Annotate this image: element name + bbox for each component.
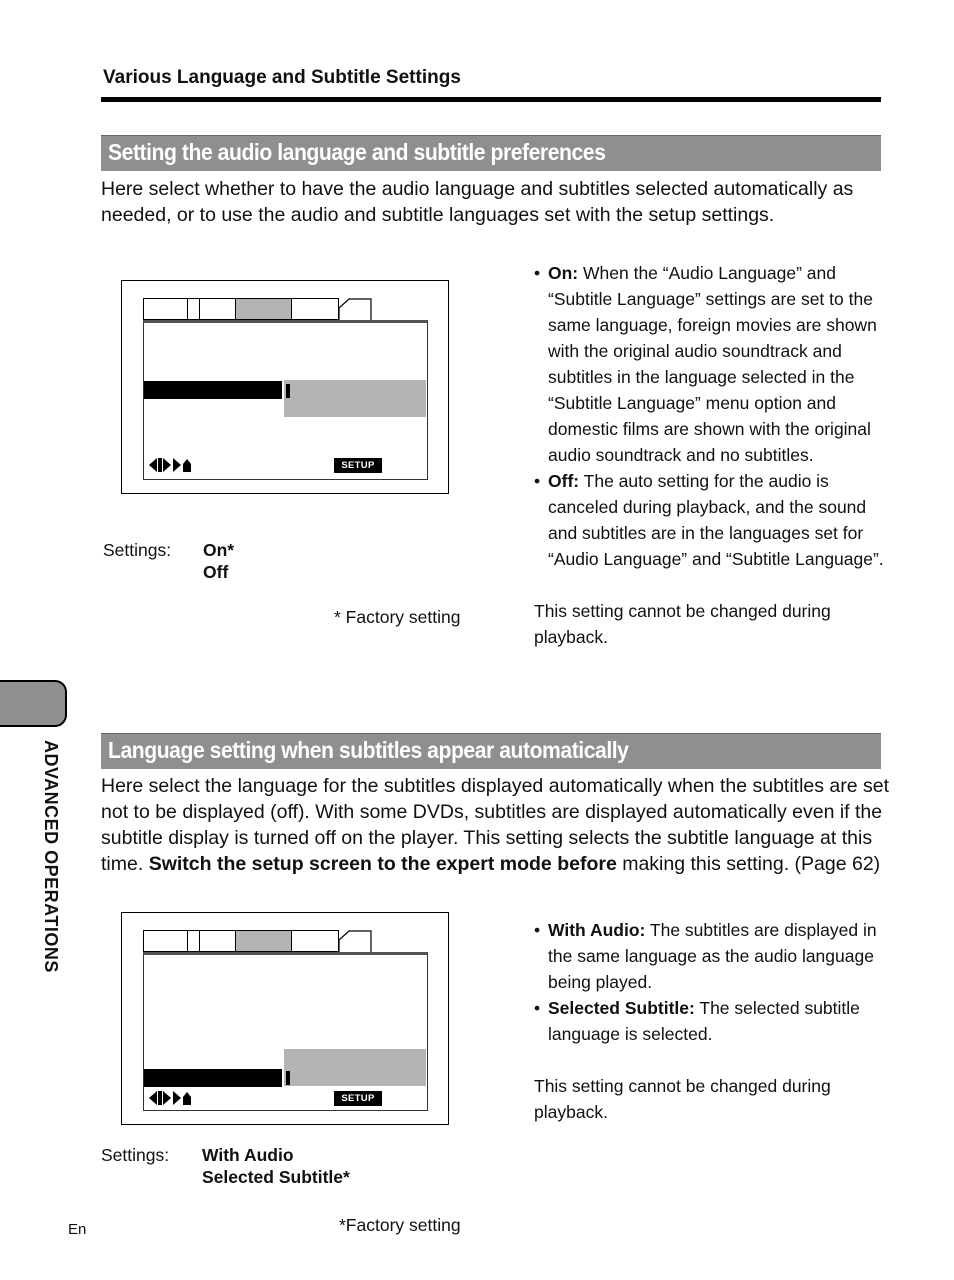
- menu-tab-active: [235, 298, 292, 320]
- menu-tab: [199, 930, 236, 952]
- page-header-title: Various Language and Subtitle Settings: [103, 67, 461, 88]
- setup-screen-illustration-1: [121, 280, 449, 494]
- menu-tab-slanted: [338, 930, 372, 952]
- bullet-term: Selected Subtitle:: [548, 998, 695, 1018]
- menu-tab: [143, 298, 188, 320]
- bullet-item: • On: When the “Audio Language” and “Subtitle Language” settings are set to the same language, foreign movies are shown with the original audio soundtrack and subtitles in the language selected in the “Subtitle Language” menu option and domestic films are shown with the original audio soundtrack and no subtitles.: [534, 263, 877, 465]
- section1-setting-on: On*: [203, 540, 235, 560]
- section1-bullet-list: [534, 260, 884, 650]
- section2-heading-bar: [101, 733, 881, 769]
- section2-intro: [101, 773, 891, 877]
- bullet-text: The auto setting for the audio is canceled during playback, and the sound and subtitles are in the languages set for “Audio Language” and “Subtitle Language”.: [548, 471, 884, 569]
- bullet-term: On:: [548, 263, 579, 283]
- menu-tab: [291, 930, 339, 952]
- bullet-item: • Off: The auto setting for the audio is canceled during playback, and the sound and subtitles are in the languages set for “Audio Language” and “Subtitle Language”.: [534, 471, 884, 569]
- setup-badge: SETUP: [334, 1091, 382, 1106]
- setup-badge: SETUP: [334, 458, 382, 473]
- bullet-term: With Audio:: [548, 920, 646, 940]
- section2-setting-with-audio: With Audio: [202, 1145, 294, 1165]
- navigation-arrows-icon: [149, 1090, 193, 1106]
- cursor-marker: [286, 384, 290, 398]
- section1-settings-label: Settings:: [103, 540, 172, 560]
- menu-tab-active: [235, 930, 292, 952]
- section1-setting-off: Off: [203, 562, 229, 582]
- chapter-label: ADVANCED OPERATIONS: [41, 740, 61, 973]
- bullet-text: The subtitles are displayed in the same language as the audio language being played.: [548, 920, 877, 992]
- menu-tab: [143, 930, 188, 952]
- section2-factory-note: *Factory setting: [339, 1215, 461, 1235]
- bullet-item: • Selected Subtitle: The selected subtitle language is selected.: [534, 998, 860, 1044]
- section1-heading: Setting the audio language and subtitle preferences: [108, 139, 606, 165]
- navigation-arrows-icon: [149, 457, 193, 473]
- section2-footnote: This setting cannot be changed during playback.: [534, 1076, 831, 1122]
- section2-heading: Language setting when subtitles appear automatically: [108, 737, 629, 763]
- section1-factory-note: * Factory setting: [334, 607, 461, 627]
- bullet-term: Off:: [548, 471, 580, 491]
- option-box: [284, 380, 426, 417]
- selected-menu-row: [144, 381, 282, 399]
- menu-tab: [199, 298, 236, 320]
- menu-tab: [291, 298, 339, 320]
- section1-intro: Here select whether to have the audio language and subtitles selected automatically as needed, or to use the audio and subtitle languages set with the setup settings.: [101, 178, 854, 226]
- cursor-marker: [286, 1071, 290, 1085]
- setup-screen-illustration-2: [121, 912, 449, 1125]
- bullet-text: When the “Audio Language” and “Subtitle Language” settings are set to the same language, foreign movies are shown with the original audio soundtrack and subtitles in the language selected in the “Subtitle Language” menu option and domestic films are shown with the original audio soundtrack and no subtitles.: [548, 263, 877, 465]
- intro-text: making this setting. (Page 62): [616, 853, 881, 875]
- menu-panel: [143, 952, 428, 1111]
- chapter-tab: [0, 680, 67, 727]
- page-language-code: En: [68, 1221, 87, 1238]
- menu-tab-slanted: [338, 298, 372, 320]
- intro-bold-text: Switch the setup screen to the expert mode before: [148, 853, 617, 875]
- section2-setting-selected-subtitle: Selected Subtitle*: [202, 1167, 350, 1187]
- selected-menu-row: [144, 1069, 282, 1087]
- bullet-item: • With Audio: The subtitles are displayed in the same language as the audio language being played.: [534, 920, 877, 992]
- header-rule: [101, 97, 881, 102]
- bullet-text: The selected subtitle language is selected.: [548, 998, 860, 1044]
- section1-heading-bar: [101, 135, 881, 171]
- menu-panel: [143, 320, 428, 480]
- intro-text: Here select the language for the subtitles displayed automatically when the subtitles are set not to be displayed (off). With some DVDs, subtitles are displayed automatically even if the subtitle display is turned off on the player. This setting selects the subtitle language at this time.: [101, 775, 890, 875]
- section2-settings-label: Settings:: [101, 1145, 170, 1165]
- section1-footnote: This setting cannot be changed during playback.: [534, 601, 831, 647]
- section2-bullet-list: [534, 917, 884, 1125]
- option-box: [284, 1049, 426, 1086]
